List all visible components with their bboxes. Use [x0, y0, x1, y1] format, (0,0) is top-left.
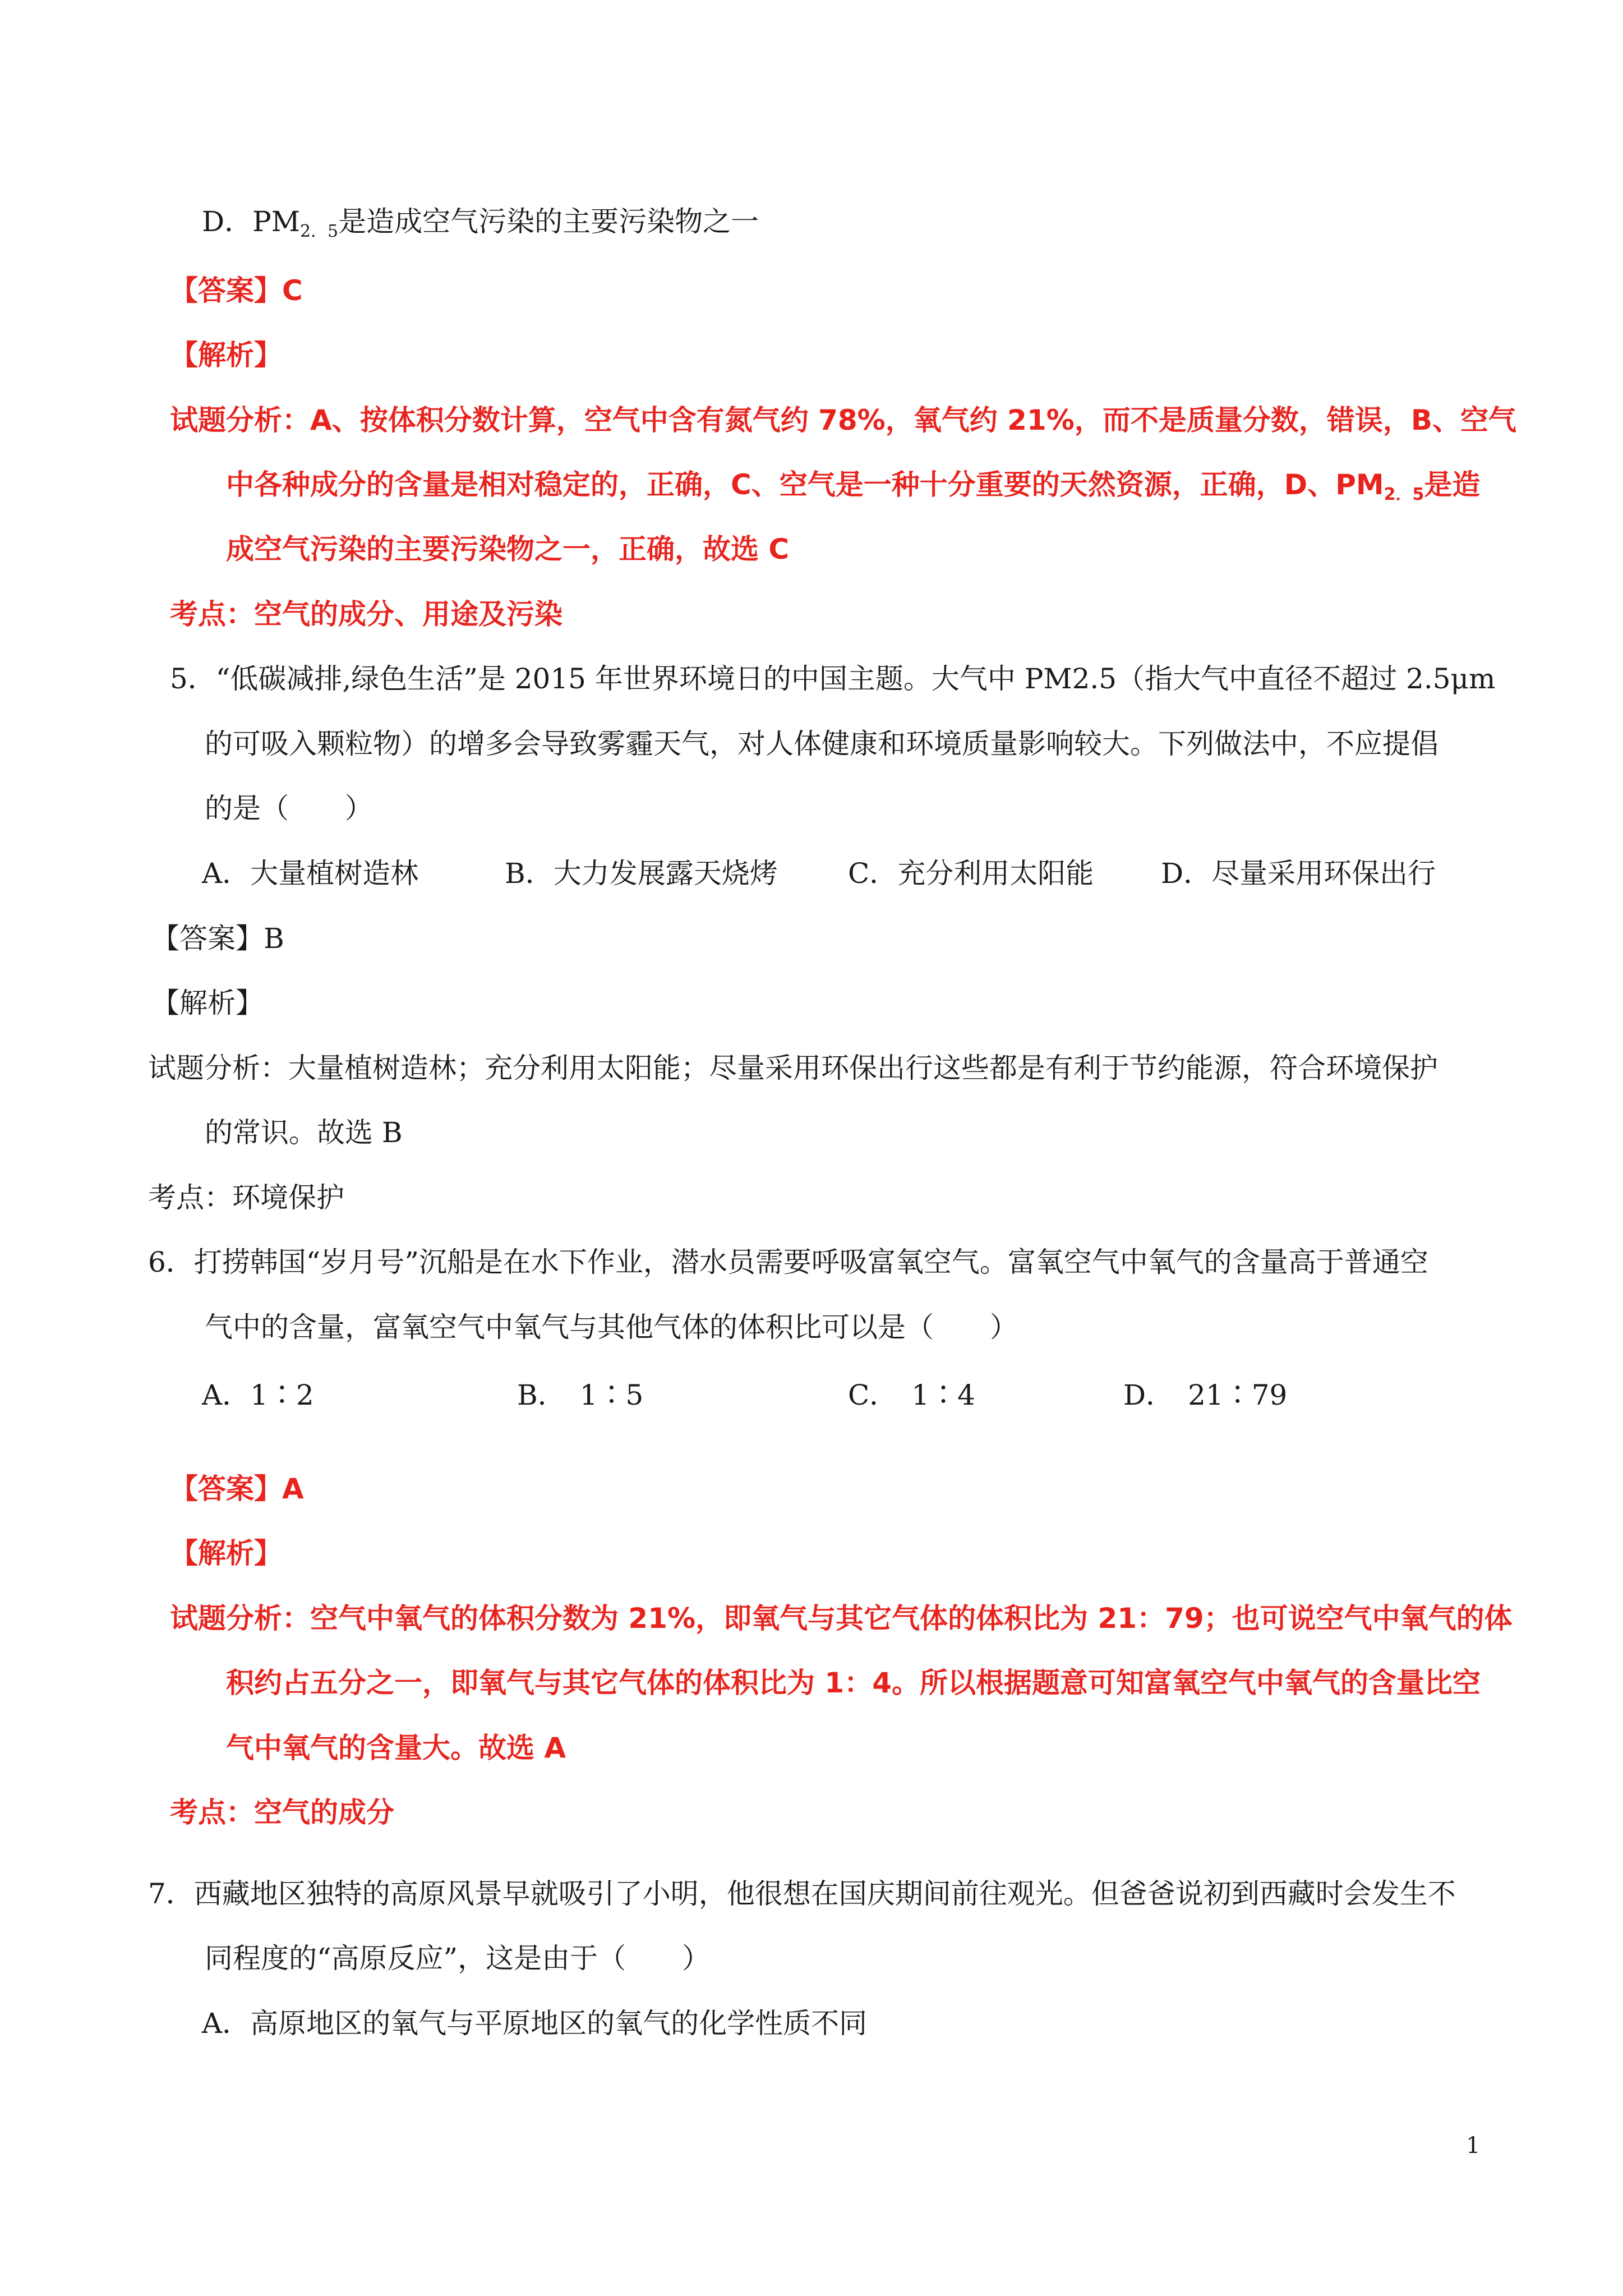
q5-option-a: A．大量植树造林 [202, 857, 419, 890]
q4-kaodian: 考点：空气的成分、用途及污染 [170, 598, 562, 631]
q5-analysis-line-1: 试题分析：大量植树造林；充分利用太阳能；尽量采用环保出行这些都是有利于节约能源，符合环境保护 [148, 1052, 1438, 1084]
q5-stem-line-2: 的可吸入颗粒物）的增多会导致雾霾天气，对人体健康和环境质量影响较大。下列做法中，不应提倡 [205, 728, 1438, 760]
q5-analysis-line-2: 的常识。故选 B [205, 1116, 403, 1149]
q4-analysis-line-2: 中各种成分的含量是相对稳定的，正确，C、空气是一种十分重要的天然资源，正确，D、$PM_{2.5}$是造 [226, 468, 1481, 504]
q6-analysis-line-3: 气中氧气的含量大。故选 A [226, 1732, 566, 1764]
q5-stem-line-3: 的是（ ） [205, 792, 373, 825]
q4-analysis-title: 【解析】 [170, 339, 282, 371]
q5-analysis-title: 【解析】 [151, 987, 264, 1019]
q4-option-d: D．$PM_{2.5}$是造成空气污染的主要污染物之一 [202, 205, 759, 241]
q4-analysis-line-1: 试题分析：A、按体积分数计算，空气中含有氮气约 78%，氧气约 21%，而不是质量分数，错误，B、空气 [170, 404, 1516, 436]
q6-answer: 【答案】A [170, 1473, 304, 1505]
q5-option-c: C．充分利用太阳能 [848, 857, 1094, 890]
q6-option-b: B． 1∶5 [517, 1379, 644, 1411]
q7-stem-line-1: 7．西藏地区独特的高原风景早就吸引了小明，他很想在国庆期间前往观光。但爸爸说初到西藏时会发生不 [148, 1878, 1456, 1910]
q5-option-d: D．尽量采用环保出行 [1161, 857, 1436, 890]
q6-analysis-line-2: 积约占五分之一，即氧气与其它气体的体积比为 1：4。所以根据题意可知富氧空气中氧气的含量比空 [226, 1667, 1481, 1699]
q5-option-b: B．大力发展露天烧烤 [505, 857, 778, 890]
q7-stem-line-2: 同程度的“高原反应”，这是由于（ ） [205, 1942, 711, 1975]
page-number: 1 [1466, 2133, 1481, 2159]
q6-stem-line-2: 气中的含量，富氧空气中氧气与其他气体的体积比可以是（ ） [205, 1311, 1018, 1343]
q4-answer: 【答案】C [170, 274, 303, 307]
q5-stem-line-1: 5．“低碳减排,绿色生活”是 2015 年世界环境日的中国主题。大气中 PM2.5（指大气中直径不超过 2.5μm [170, 662, 1496, 695]
q6-analysis-line-1: 试题分析：空气中氧气的体积分数为 21%，即氧气与其它气体的体积比为 21：79；也可说空气中氧气的体 [170, 1602, 1513, 1635]
q6-stem-line-1: 6．打捞韩国“岁月号”沉船是在水下作业，潜水员需要呼吸富氧空气。富氧空气中氧气的含量高于普通空 [148, 1246, 1428, 1278]
q5-answer: 【答案】B [151, 922, 284, 955]
q7-option-a: A．高原地区的氧气与平原地区的氧气的化学性质不同 [202, 2007, 868, 2040]
q6-option-c: C． 1∶4 [848, 1379, 975, 1411]
q6-option-a: A．1∶2 [202, 1379, 314, 1411]
q6-analysis-title: 【解析】 [170, 1537, 282, 1570]
q5-kaodian: 考点：环境保护 [148, 1181, 344, 1214]
q6-kaodian: 考点：空气的成分 [170, 1796, 394, 1829]
q4-analysis-line-3: 成空气污染的主要污染物之一，正确，故选 C [226, 533, 790, 565]
q6-option-d: D． 21∶79 [1123, 1379, 1288, 1411]
